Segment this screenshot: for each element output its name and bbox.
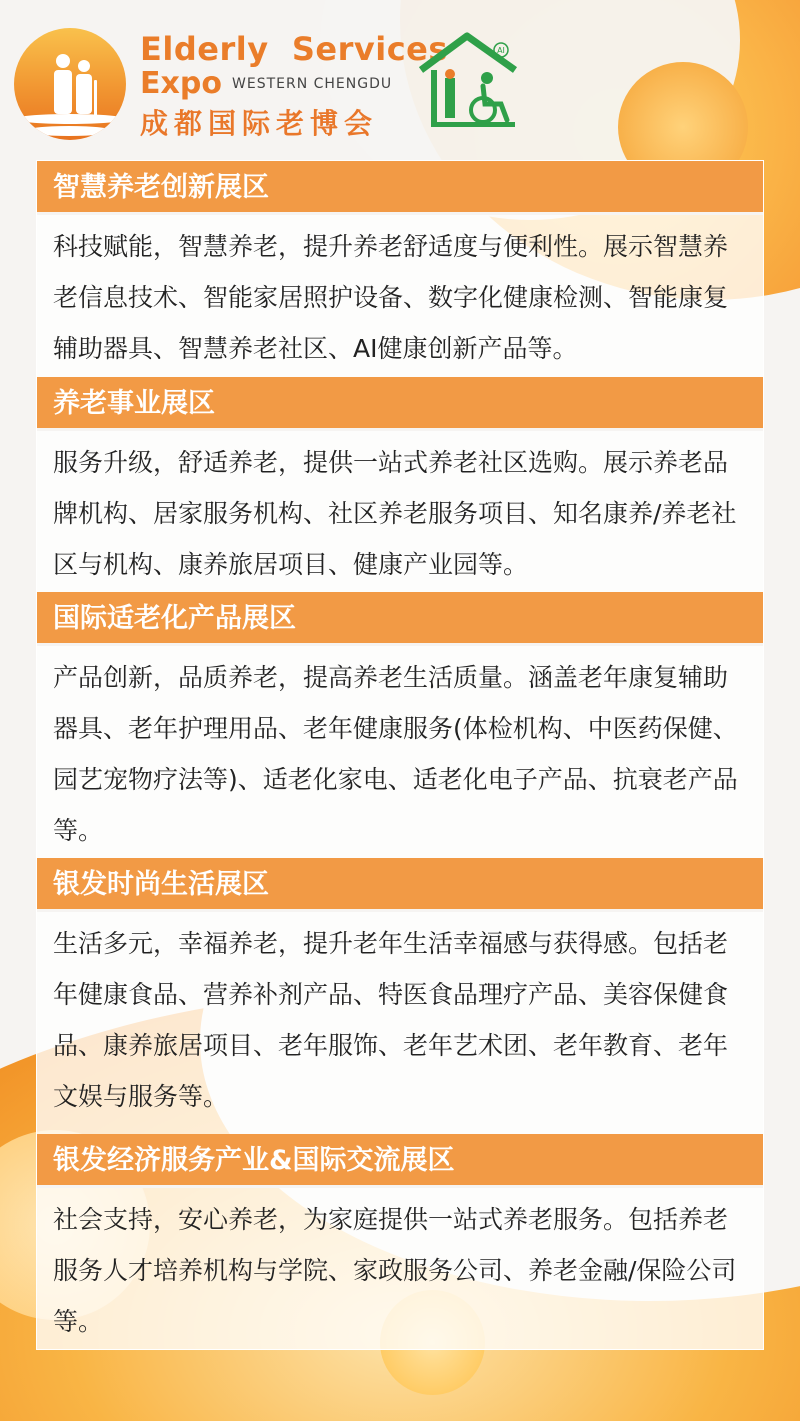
sun-logo-icon	[14, 28, 126, 140]
zone-description: 产品创新，品质养老，提高养老生活质量。涵盖老年康复辅助器具、老年护理用品、老年健康服务(体检机构、中医药保健、园艺宠物疗法等)、适老化家电、适老化电子产品、抗衰老产品等。	[53, 663, 738, 845]
zone-description: 生活多元，幸福养老，提升老年生活幸福感与获得感。包括老年健康食品、营养补剂产品、特医食品理疗产品、美容保健食品、康养旅居项目、老年服饰、老年艺术团、老年教育、老年文娱与服务等。	[53, 929, 729, 1111]
brand-subtitle: WESTERN CHENGDU	[232, 76, 393, 92]
zone-section	[37, 592, 763, 856]
zone-title: 银发时尚生活展区	[37, 858, 763, 912]
brand-name-zh: 成都国际老博会	[140, 107, 379, 140]
zone-section	[37, 858, 763, 1122]
brand-name-en-expo: Expo	[140, 66, 222, 101]
zone-section	[37, 161, 763, 374]
zone-description: 服务升级，舒适养老，提供一站式养老社区选购。展示养老品牌机构、居家服务机构、社区养老服务项目、知名康养/养老社区与机构、康养旅居项目、健康产业园等。	[53, 448, 737, 579]
zone-title: 银发经济服务产业&国际交流展区	[37, 1134, 763, 1188]
expo-header	[0, 0, 800, 150]
zone-title: 国际适老化产品展区	[37, 592, 763, 646]
zone-section	[37, 1134, 763, 1347]
house-wheelchair-icon	[415, 30, 520, 130]
exhibition-zones-panel	[36, 160, 764, 1350]
zone-section	[37, 377, 763, 590]
zone-description: 社会支持，安心养老，为家庭提供一站式养老服务。包括养老服务人才培养机构与学院、家政服务公司、养老金融/保险公司等。	[53, 1205, 737, 1336]
ai-badge: AI	[497, 46, 505, 55]
zone-title: 智慧养老创新展区	[37, 161, 763, 215]
zone-description: 科技赋能，智慧养老，提升养老舒适度与便利性。展示智慧养老信息技术、智能家居照护设备、数字化健康检测、智能康复辅助器具、智慧养老社区、AI健康创新产品等。	[53, 232, 729, 363]
brand-name-en: Elderly Services	[140, 30, 448, 68]
zone-title: 养老事业展区	[37, 377, 763, 431]
